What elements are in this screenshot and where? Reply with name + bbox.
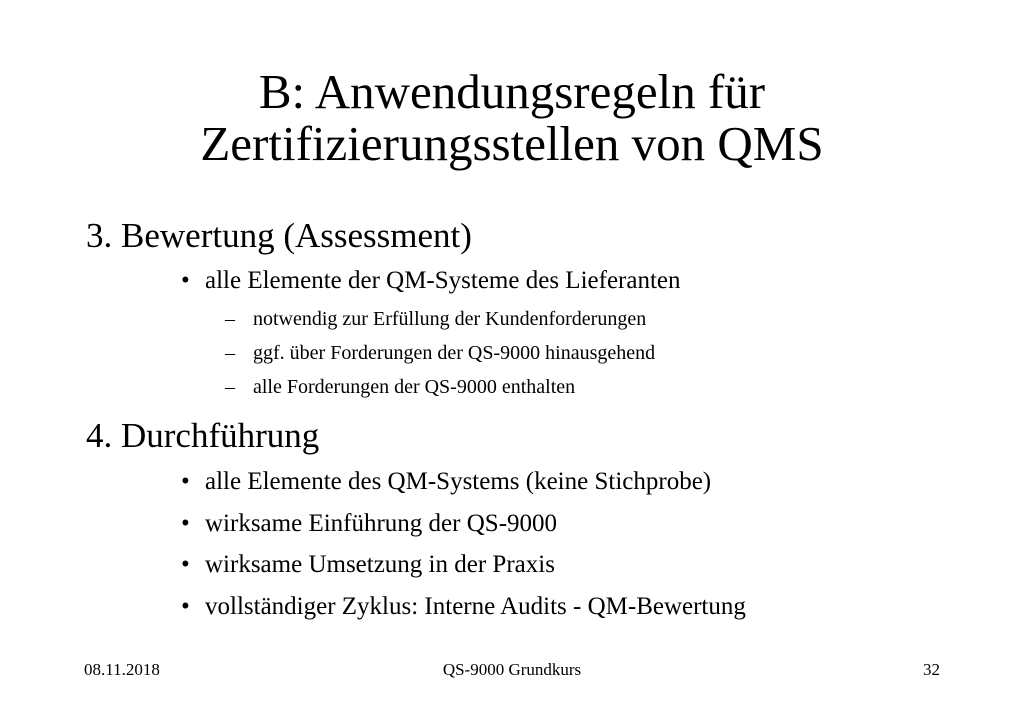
bullet-marker: • [181,468,190,495]
dash-marker: – [225,342,235,364]
bullet-marker: • [181,551,190,578]
bullet-item [181,467,711,497]
footer-course: QS-9000 Grundkurs [442,660,582,679]
sub-item-text: alle Forderungen der QS-9000 enthalten [253,376,576,398]
dash-marker: – [225,376,235,398]
sub-item [225,375,575,399]
bullet-marker: • [181,510,190,537]
sub-item [225,307,646,331]
bullet-item [181,266,681,296]
bullet-item [181,550,555,580]
bullet-text: wirksame Einführung der QS-9000 [205,510,558,537]
dash-marker: – [225,308,235,330]
bullet-marker: • [181,267,190,294]
slide-title [0,66,1024,170]
bullet-text: alle Elemente des QM-Systems (keine Stichprobe) [205,468,712,495]
section-heading-bewertung: 3. Bewertung (Assessment) [86,216,472,255]
sub-item-text: ggf. über Forderungen der QS-9000 hinausgehend [253,342,656,364]
bullet-text: vollständiger Zyklus: Interne Audits - QM-Bewertung [205,593,746,620]
section-heading-durchfuehrung: 4. Durchführung [86,416,320,455]
sub-item [225,341,655,365]
bullet-item [181,509,557,539]
bullet-text: alle Elemente der QM-Systeme des Lieferanten [205,267,681,294]
slide-title-line-1: B: Anwendungsregeln für [258,64,766,119]
bullet-item [181,592,746,622]
slide-title-line-2: Zertifizierungsstellen von QMS [200,116,824,171]
footer-page-number: 32 [923,660,940,679]
footer-date: 08.11.2018 [84,660,160,679]
bullet-marker: • [181,593,190,620]
sub-item-text: notwendig zur Erfüllung der Kundenforderungen [253,308,647,330]
bullet-text: wirksame Umsetzung in der Praxis [205,551,555,578]
